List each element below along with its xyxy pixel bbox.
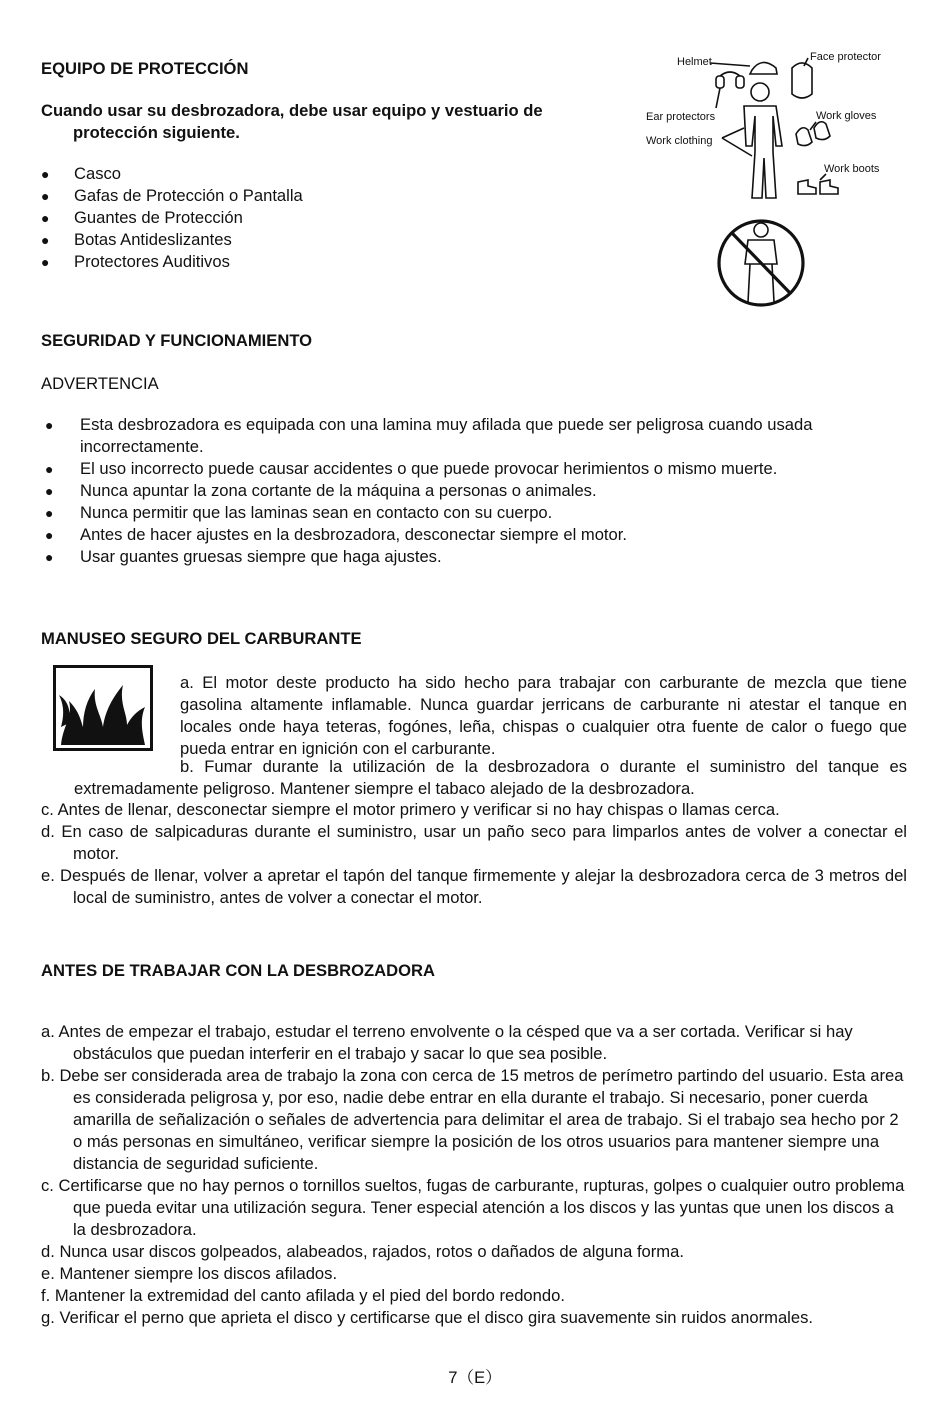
label-helmet: Helmet bbox=[677, 56, 712, 68]
section-title-seguridad: SEGURIDAD Y FUNCIONAMIENTO bbox=[41, 331, 313, 350]
work-gloves-icon bbox=[796, 128, 812, 146]
list-item: ● Casco bbox=[41, 164, 122, 183]
before-work-list bbox=[41, 1021, 907, 1329]
label-face-protector: Face protector bbox=[810, 51, 881, 63]
protective-equipment-illustration bbox=[640, 48, 902, 310]
bullet-icon: ● bbox=[41, 166, 50, 182]
bullet-icon: ● bbox=[45, 527, 54, 543]
list-item: d. Nunca usar discos golpeados, alabeados, rajados, rotos o dañados de alguna forma. bbox=[41, 1242, 684, 1261]
protection-intro: Cuando usar su desbrozadora, debe usar equipo y vestuario de protección siguiente. bbox=[41, 101, 543, 142]
safety-warning-list bbox=[41, 414, 907, 568]
fuel-item-c: c. Antes de llenar, desconectar siempre el motor primero y verificar si no hay chispas o llamas cerca. bbox=[41, 800, 780, 819]
fuel-item-e: e. Después de llenar, volver a apretar el tapón del tanque firmemente y alejar la desbrozadora cerca de 3 metros del local de suministro, antes de volver a conectar el motor. bbox=[41, 866, 907, 907]
list-item: ● Gafas de Protección o Pantalla bbox=[41, 186, 303, 205]
list-item: c. Certificarse que no hay pernos o tornillos sueltos, fugas de carburante, rupturas, golpes o cualquier outro problema que pueda evitar una utilización segura. Tener especial atención a los discos y las yuntas que unen los discos a la desbrozadora. bbox=[41, 1176, 905, 1239]
section-title-proteccion: EQUIPO DE PROTECCIÓN bbox=[41, 59, 249, 78]
fuel-items-list bbox=[41, 799, 907, 909]
label-work-boots: Work boots bbox=[824, 163, 880, 175]
list-item: e. Mantener siempre los discos afilados. bbox=[41, 1264, 338, 1283]
worker-figure bbox=[744, 106, 782, 198]
bullet-icon: ● bbox=[45, 483, 54, 499]
list-item: ● Nunca apuntar la zona cortante de la máquina a personas o animales. bbox=[45, 481, 597, 500]
worker-head bbox=[751, 83, 769, 101]
fuel-item-a: a. El motor deste producto ha sido hecho para trabajar con carburante de mezcla que tiene gasolina altamente inflamable. Nunca guardar jerricans de carburante ni atestar el tanque en locales onde haya teteras, fogónes, leña, chispas o cualquier otra fuente de calor o fuego que pueda entrar en ignición con el carburante. bbox=[180, 673, 907, 758]
label-work-clothing: Work clothing bbox=[646, 135, 713, 147]
list-item: ● Guantes de Protección bbox=[41, 208, 243, 227]
bullet-icon: ● bbox=[41, 254, 50, 270]
bullet-icon: ● bbox=[45, 417, 54, 433]
bullet-icon: ● bbox=[45, 505, 54, 521]
list-item: ● El uso incorrecto puede causar accidentes o que puede provocar herimientos o mismo muerte. bbox=[45, 459, 778, 478]
ear-protectors-icon bbox=[720, 72, 740, 76]
list-item: ● Esta desbrozadora es equipada con una lamina muy afilada que puede ser peligrosa cuando usada incorrectamente. bbox=[45, 415, 813, 456]
section-title-carburante: MANUSEO SEGURO DEL CARBURANTE bbox=[41, 629, 362, 648]
helmet-icon bbox=[750, 62, 777, 74]
list-item: b. Debe ser considerada area de trabajo la zona con cerca de 15 metros de perímetro partindo del usuario. Esta area es considerada peligrosa y, por eso, nadie debe entrar en ella durante el trabajo. Si necesario, poner cuerda amarilla de señalización o señales de advertencia para delimitar el area de trabajo. Si el trabajo sea hecho por 2 o más personas en simultáneo, verificar siempre la posición de los otros usuarios para mantener siempre una distancia de seguridad suficiente. bbox=[41, 1066, 904, 1173]
bullet-icon: ● bbox=[41, 232, 50, 248]
fuel-item-b-rest: extremadamente peligroso. Mantener siempre el tabaco alejado de la desbrozadora. bbox=[74, 779, 695, 798]
list-item: ● Botas Antideslizantes bbox=[41, 230, 232, 249]
bullet-icon: ● bbox=[45, 549, 54, 565]
label-work-gloves: Work gloves bbox=[816, 110, 877, 122]
list-item: ● Antes de hacer ajustes en la desbrozadora, desconectar siempre el motor. bbox=[45, 525, 627, 544]
list-item: f. Mantener la extremidad del canto afilada y el pied del bordo redondo. bbox=[41, 1286, 565, 1305]
list-item: a. Antes de empezar el trabajo, estudar el terreno envolvente o la césped que va a ser cortada. Verificar si hay obstáculos que puedan interferir en el trabajo y sacar lo que sea posible. bbox=[41, 1022, 853, 1063]
list-item: ● Usar guantes gruesas siempre que haga ajustes. bbox=[45, 547, 442, 566]
warning-label: ADVERTENCIA bbox=[41, 374, 159, 393]
flammable-icon bbox=[53, 665, 153, 751]
bullet-icon: ● bbox=[41, 210, 50, 226]
label-ear-protectors: Ear protectors bbox=[646, 111, 716, 123]
list-item: ● Nunca permitir que las laminas sean en contacto con su cuerpo. bbox=[45, 503, 553, 522]
page-number: 7（E） bbox=[448, 1368, 502, 1387]
work-boots-icon bbox=[798, 180, 816, 194]
bullet-icon: ● bbox=[45, 461, 54, 477]
fuel-item-b-first-line: b. Fumar durante la utilización de la desbrozadora o durante el suministro del tanque es bbox=[180, 757, 907, 776]
section-title-antes: ANTES DE TRABAJAR CON LA DESBROZADORA bbox=[41, 961, 435, 980]
face-protector-icon bbox=[792, 63, 812, 98]
bullet-icon: ● bbox=[41, 188, 50, 204]
list-item: g. Verificar el perno que aprieta el disco y certificarse que el disco gira suavemente sin ruidos anormales. bbox=[41, 1308, 814, 1327]
fuel-item-d: d. En caso de salpicaduras durante el suministro, usar un paño seco para limparlos antes de volver a conectar el motor. bbox=[41, 822, 907, 863]
protection-equipment-list bbox=[41, 163, 591, 273]
list-item: ● Protectores Auditivos bbox=[41, 252, 230, 271]
